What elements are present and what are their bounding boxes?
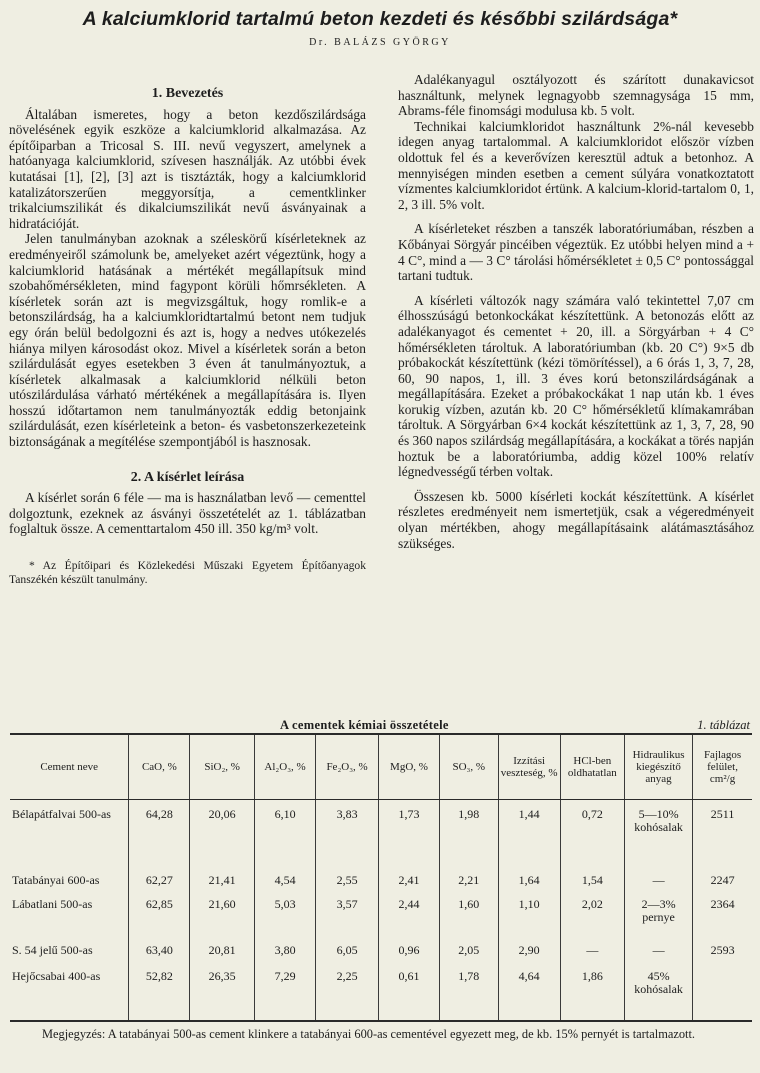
table-title: A cementek kémiai összetétele bbox=[280, 718, 449, 732]
table-cell: 63,40 bbox=[129, 942, 190, 968]
table-cell: — bbox=[624, 872, 692, 896]
table-cell: 1,73 bbox=[379, 800, 440, 873]
table-cell: — bbox=[560, 942, 624, 968]
table-cell: 7,29 bbox=[255, 968, 316, 1021]
chemical-composition-table bbox=[10, 733, 752, 1022]
column-header: Hidraulikus kiegészítő anyag bbox=[624, 734, 692, 800]
table-cell: 2593 bbox=[693, 942, 752, 968]
table-cell: 1,64 bbox=[498, 872, 560, 896]
paragraph: Általában ismeretes, hogy a beton kezdőszilárdsága növelésének egyik eszköze a kalciumklorid alkalmazása. Az építőiparban a Tricosal S. III. nevű vegyszert, amelynek a hatóanyaga kalciumklorid, szívesen használják. Az utóbbi évek kutatásai [1], [2], [3] azt is tisztázták, hogy a kalciumklorid katalizátorszerűen meggyorsítja, a cementklinker trikalciumszilikát és dikalciumszilikát nevű ásványainak a hidratációját. bbox=[9, 106, 366, 231]
table-cell: 5,03 bbox=[255, 896, 316, 942]
column-header: SiO₂, % bbox=[190, 734, 255, 800]
table-row bbox=[10, 800, 752, 873]
paragraph: A kísérleteket részben a tanszék laboratóriumában, részben a Kőbányai Sörgyár pincéiben végeztük. Ez utóbbi helyen mind a + 4 C°, mind a — 3 C° tárolási hőmérsékletet ± 0,5 C° pontossággal tartani tudtuk. bbox=[398, 221, 754, 284]
table-cell: 26,35 bbox=[190, 968, 255, 1021]
author: Dr. BALÁZS GYÖRGY bbox=[309, 37, 451, 48]
table-cell: 20,81 bbox=[190, 942, 255, 968]
table-cell: 1,78 bbox=[439, 968, 498, 1021]
table-cell: 2364 bbox=[693, 896, 752, 942]
column-header: HCl-ben oldhatatlan bbox=[560, 734, 624, 800]
table-cell: 4,64 bbox=[498, 968, 560, 1021]
paragraph: A kísérleti változók nagy számára való tekintettel 7,07 cm élhosszúságú betonkockákat készítettünk. A betonozás előtt az adalékanyagot és cementet + 20, ill. a Sörgyárban + 4 C° hőmérsékleten tároltuk. A laboratóriumban (kb. 20 C°) 9×5 db próbakockát készítettünk (kézi tömörítéssel), a 6 órás 1, 3, 7, 28, 60, 90 napos, 1, ill. 3 éves korú betonszilárdságának a megállapítására. Ezeket a próbakockákat 1 nap után kb. 1 éves korukig vízben, azután kb. 20 C° hőmérsékletű klímakamrában tároltuk. A Sörgyárban 6×4 kockát készítettünk az 1, 3, 7, 28, 90 és 360 napos szilárdság megállapítására, a kockákat a törés napján hoztuk be a laboratóriumba, addig közel 100% relatív légnedvességű térben voltak. bbox=[398, 292, 754, 480]
table-cell: 64,28 bbox=[129, 800, 190, 873]
table-cell: 2,05 bbox=[439, 942, 498, 968]
paragraph: A kísérlet során 6 féle — ma is használatban levő — cementtel dolgoztunk, ezeknek az ásványi összetételét az 1. táblázatban foglaltuk össze. A cementtartalom 450 ill. 350 kg/m³ volt. bbox=[9, 490, 366, 537]
table-cell: 62,27 bbox=[129, 872, 190, 896]
column-header: CaO, % bbox=[129, 734, 190, 800]
paragraph: Adalékanyagul osztályozott és szárított dunakavicsot használtunk, melynek legnagyobb szemnagysága 15 mm, Abrams-féle finomsági modulusa kb. 5 volt. bbox=[398, 72, 754, 119]
table-cell: 3,80 bbox=[255, 942, 316, 968]
table-cell: 21,60 bbox=[190, 896, 255, 942]
table-cell: 4,54 bbox=[255, 872, 316, 896]
table-cell: 5—10% kohósalak bbox=[624, 800, 692, 873]
table-cell: — bbox=[624, 942, 692, 968]
table-cell: 45% kohósalak bbox=[624, 968, 692, 1021]
table-row bbox=[10, 872, 752, 896]
table-cell: 2511 bbox=[693, 800, 752, 873]
column-header: Izzítási veszteség, % bbox=[498, 734, 560, 800]
table-cell: 1,60 bbox=[439, 896, 498, 942]
table-row bbox=[10, 968, 752, 1021]
table-cell: 2,41 bbox=[379, 872, 440, 896]
table-cell: 52,82 bbox=[129, 968, 190, 1021]
table-cell: 0,61 bbox=[379, 968, 440, 1021]
column-header: SO₃, % bbox=[439, 734, 498, 800]
table-header-row bbox=[10, 734, 752, 800]
table-reference: 1. táblázat bbox=[697, 718, 750, 732]
section-heading-method: 2. A kísérlet leírása bbox=[130, 469, 245, 485]
table-row bbox=[10, 896, 752, 942]
table-cell: 2,02 bbox=[560, 896, 624, 942]
table-cell: 21,41 bbox=[190, 872, 255, 896]
table-cell: 1,86 bbox=[560, 968, 624, 1021]
column-header: Al₂O₃, % bbox=[255, 734, 316, 800]
table-cell: 6,10 bbox=[255, 800, 316, 873]
table-cell: 2,25 bbox=[316, 968, 379, 1021]
table-cell: Tatabányai 600-as bbox=[12, 873, 100, 887]
table-cell: 0,72 bbox=[560, 800, 624, 873]
table-row bbox=[10, 942, 752, 968]
table-cell: Hejőcsabai 400-as bbox=[10, 968, 129, 1021]
table-cell bbox=[693, 968, 752, 1021]
footnote: * Az Építőipari és Közlekedési Műszaki Egyetem Építőanyagok Tanszékén készült tanulmány. bbox=[9, 559, 366, 587]
table-cell: S. 54 jelű 500-as bbox=[12, 943, 93, 957]
left-column bbox=[9, 62, 366, 587]
column-header: Fe₂O₃, % bbox=[316, 734, 379, 800]
table-cell: 3,83 bbox=[316, 800, 379, 873]
table-cell: 62,85 bbox=[129, 896, 190, 942]
table-cell: 20,06 bbox=[190, 800, 255, 873]
table-cell: 1,98 bbox=[439, 800, 498, 873]
table-cell: Bélapátfalvai 500-as bbox=[12, 807, 111, 821]
paragraph: Jelen tanulmányban azoknak a széleskörű kísérleteknek az eredményeiről számolunk be, amelyeket azért végeztünk, hogy a kalciumklorid hatásának a mértékét megállapítsuk mind szobahőmérsékleten, mind fagypont körüli hőmrsékleten. A kísérletek során azt is megvizsgáltuk, hogy romlik-e a betonszilárdság, ha a kalciumkloridtartalmú betont nem tudjuk egy órán belül bedolgozni és azt is, hogy a nedves utókezelés hiánya milyen károsodást okoz. Mivel a kísérletek során a beton szilárdulását egyes esetekben 3 éven át tanulmányoztuk, a kísérletek alkalmasak a kalciumklorid nélküli beton utószilárdulása várható mértékének a megállapítására is. Ilyen hosszú időtartamon nem tanulmányozták eddig betonjaink szilárdulását, ezen kísérleteink a beton- és vasbetonszerkezeteink biztonságának a megítélése szempontjából is hasznosak. bbox=[9, 231, 366, 450]
table-cell: 2,21 bbox=[439, 872, 498, 896]
table-cell: 2,44 bbox=[379, 896, 440, 942]
table-cell: 1,44 bbox=[498, 800, 560, 873]
table-cell: 2,55 bbox=[316, 872, 379, 896]
table-note: Megjegyzés: A tatabányai 500-as cement klinkere a tatabányai 600-as cementével egyezett meg, de kb. 15% pernyét is tartalmazott. bbox=[42, 1027, 696, 1041]
column-header: Fajlagos felület, cm²/g bbox=[693, 734, 752, 800]
table-cell: 2—3% pernye bbox=[624, 896, 692, 942]
paragraph: Technikai kalciumkloridot használtunk 2%-nál kevesebb idegen anyag tartalommal. A kalciumkloridot először vízben oldottuk fel és a keverővízen keresztül adtuk a betonhoz. A mennyiségen minden esetben a cement súlyára vonatkoztatott vízmentes kalciumkloridot értünk. A kalcium-klorid-tartalom 0, 1, 2, 3 ill. 5% volt. bbox=[398, 118, 754, 212]
column-header: Cement neve bbox=[10, 734, 129, 800]
table-cell: 1,10 bbox=[498, 896, 560, 942]
table-cell: 2,90 bbox=[498, 942, 560, 968]
table-cell: 1,54 bbox=[560, 872, 624, 896]
right-column bbox=[398, 72, 754, 551]
section-heading-intro: 1. Bevezetés bbox=[151, 86, 224, 101]
column-header: MgO, % bbox=[379, 734, 440, 800]
table-cell: 6,05 bbox=[316, 942, 379, 968]
table-cell: 3,57 bbox=[316, 896, 379, 942]
table-cell: Lábatlani 500-as bbox=[12, 897, 93, 911]
table-cell: 0,96 bbox=[379, 942, 440, 968]
page-title: A kalciumklorid tartalmú beton kezdeti és későbbi szilárdsága* bbox=[82, 8, 678, 30]
paragraph: Összesen kb. 5000 kísérleti kockát készítettünk. A kísérlet részletes eredményeit nem ismertetjük, csak a végeredményeit olyan mértékben, ahogy megállapításaink alátámasztásához szükséges. bbox=[398, 488, 754, 551]
table-cell: 2247 bbox=[693, 872, 752, 896]
